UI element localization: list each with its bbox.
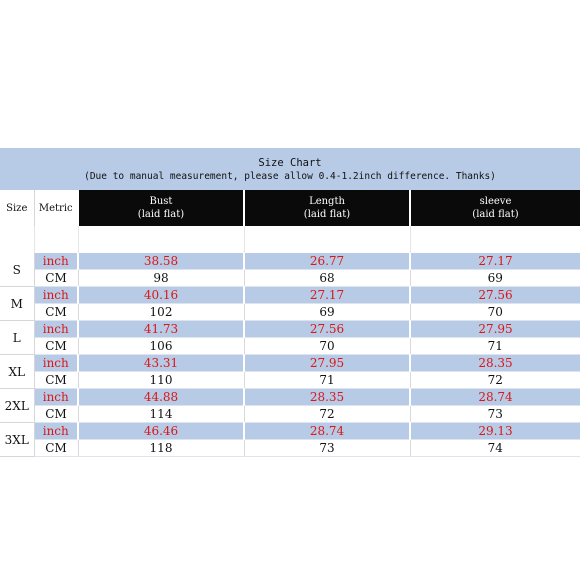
header-bust-label: Bust xyxy=(149,196,173,207)
metric-cell: CM xyxy=(34,406,78,423)
spacer-cell xyxy=(34,226,78,253)
sleeve-value-cell: 72 xyxy=(410,372,580,389)
length-value-cell: 26.77 xyxy=(244,253,410,270)
title-band xyxy=(0,148,580,190)
size-cell: 3XL xyxy=(0,423,34,457)
spacer-cell xyxy=(244,226,410,253)
length-value-cell: 70 xyxy=(244,338,410,355)
bust-value-cell: 102 xyxy=(78,304,244,321)
length-value-cell: 68 xyxy=(244,270,410,287)
size-cell: M xyxy=(0,287,34,321)
metric-cell: CM xyxy=(34,270,78,287)
spacer-cell xyxy=(410,226,580,253)
bust-value-cell: 110 xyxy=(78,372,244,389)
sleeve-value-cell: 71 xyxy=(410,338,580,355)
chart-title: Size Chart xyxy=(258,157,322,169)
length-value-cell: 71 xyxy=(244,372,410,389)
bust-value-cell: 46.46 xyxy=(78,423,244,440)
length-value-cell: 73 xyxy=(244,440,410,457)
header-length-sub: (laid flat) xyxy=(303,209,351,220)
bust-value-cell: 118 xyxy=(78,440,244,457)
table-row xyxy=(0,372,580,389)
sleeve-value-cell: 74 xyxy=(410,440,580,457)
size-table xyxy=(0,190,580,457)
table-row xyxy=(0,423,580,440)
size-cell: 2XL xyxy=(0,389,34,423)
size-cell: L xyxy=(0,321,34,355)
header-bust-sub: (laid flat) xyxy=(137,209,185,220)
length-value-cell: 72 xyxy=(244,406,410,423)
table-row xyxy=(0,338,580,355)
metric-cell: inch xyxy=(34,355,78,372)
size-cell: XL xyxy=(0,355,34,389)
metric-cell: CM xyxy=(34,440,78,457)
metric-cell: inch xyxy=(34,253,78,270)
metric-cell: inch xyxy=(34,423,78,440)
header-sleeve xyxy=(410,190,580,226)
bust-value-cell: 98 xyxy=(78,270,244,287)
table-row xyxy=(0,440,580,457)
bust-value-cell: 44.88 xyxy=(78,389,244,406)
sleeve-value-cell: 27.95 xyxy=(410,321,580,338)
table-row xyxy=(0,389,580,406)
bust-value-cell: 38.58 xyxy=(78,253,244,270)
bust-value-cell: 41.73 xyxy=(78,321,244,338)
header-size: Size xyxy=(0,190,34,226)
sleeve-value-cell: 70 xyxy=(410,304,580,321)
bust-value-cell: 106 xyxy=(78,338,244,355)
table-row xyxy=(0,321,580,338)
metric-cell: inch xyxy=(34,389,78,406)
sleeve-value-cell: 69 xyxy=(410,270,580,287)
sleeve-value-cell: 29.13 xyxy=(410,423,580,440)
length-value-cell: 28.35 xyxy=(244,389,410,406)
table-row xyxy=(0,304,580,321)
metric-cell: inch xyxy=(34,321,78,338)
bust-value-cell: 43.31 xyxy=(78,355,244,372)
bust-value-cell: 40.16 xyxy=(78,287,244,304)
table-row xyxy=(0,287,580,304)
sleeve-value-cell: 28.74 xyxy=(410,389,580,406)
metric-cell: inch xyxy=(34,287,78,304)
spacer-row xyxy=(0,226,580,253)
header-metric: Metric xyxy=(34,190,78,226)
size-chart xyxy=(0,148,580,457)
metric-cell: CM xyxy=(34,338,78,355)
length-value-cell: 27.95 xyxy=(244,355,410,372)
table-row xyxy=(0,406,580,423)
length-value-cell: 27.56 xyxy=(244,321,410,338)
metric-cell: CM xyxy=(34,304,78,321)
header-sleeve-label: sleeve xyxy=(479,196,512,207)
header-length-label: Length xyxy=(309,196,345,207)
header-bust xyxy=(78,190,244,226)
table-row xyxy=(0,355,580,372)
sleeve-value-cell: 27.56 xyxy=(410,287,580,304)
spacer-cell xyxy=(78,226,244,253)
size-cell: S xyxy=(0,253,34,287)
table-row xyxy=(0,270,580,287)
length-value-cell: 28.74 xyxy=(244,423,410,440)
sleeve-value-cell: 73 xyxy=(410,406,580,423)
sleeve-value-cell: 28.35 xyxy=(410,355,580,372)
chart-note: (Due to manual measurement, please allow 0.4-1.2inch difference. Thanks) xyxy=(84,171,496,182)
length-value-cell: 69 xyxy=(244,304,410,321)
metric-cell: CM xyxy=(34,372,78,389)
spacer-cell xyxy=(0,226,34,253)
header-length xyxy=(244,190,410,226)
sleeve-value-cell: 27.17 xyxy=(410,253,580,270)
header-sleeve-sub: (laid flat) xyxy=(472,209,519,220)
length-value-cell: 27.17 xyxy=(244,287,410,304)
table-row xyxy=(0,253,580,270)
header-row xyxy=(0,190,580,226)
bust-value-cell: 114 xyxy=(78,406,244,423)
